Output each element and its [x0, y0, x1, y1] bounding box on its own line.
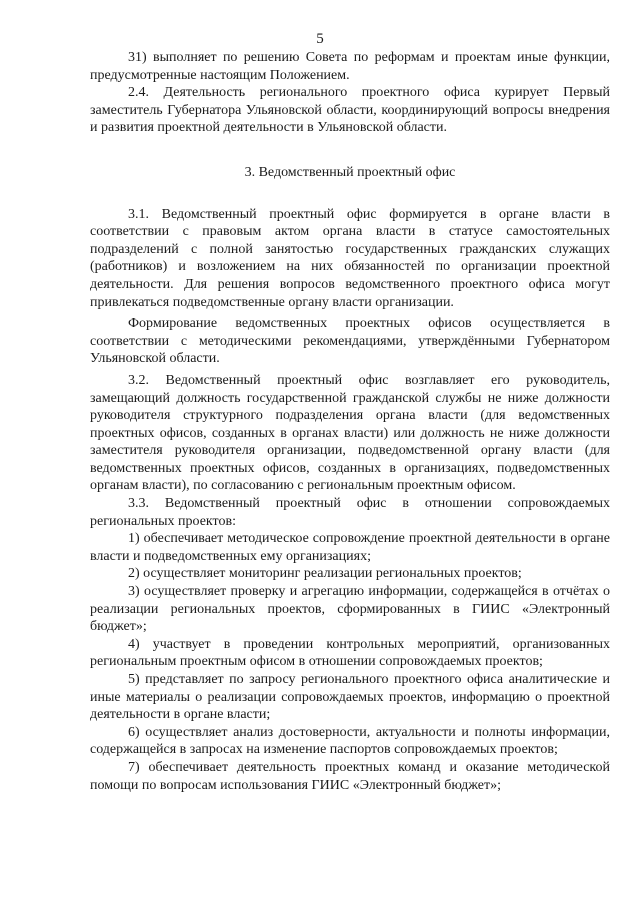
paragraph-2-4: 2.4. Деятельность регионального проектного офиса курирует Первый заместитель Губернатора Ульяновской области, координирующий вопросы внедрения и развития проектной деятельности в Ульяновской области. — [90, 85, 610, 136]
list-item-2: 2) осуществляет мониторинг реализации региональных проектов; — [128, 566, 522, 582]
list-item-3: 3) осуществляет проверку и агрегацию информации, содержащейся в отчётах о реализации региональных проектов, сформированных в ГИИС «Электронный бюджет»; — [90, 584, 610, 635]
document-body — [90, 49, 610, 794]
paragraph-formation: Формирование ведомственных проектных офисов осуществляется в соответствии с методическими рекомендациями, утверждёнными Губернатором Ульяновской области. — [90, 316, 610, 367]
paragraph-3-2: 3.2. Ведомственный проектный офис возглавляет его руководитель, замещающий должность государственной гражданской службы не ниже должности руководителя структурного подразделения органа власти (для ведомственных проектных офисов, созданных в органах власти) или должность не ниже должности заместителя руководителя организации, подведомственной органу власти (для ведомственных проектных офисов, созданных в организациях, подведомственных органам власти), по согласованию с региональным проектным офисом. — [90, 372, 610, 494]
paragraph-3-3: 3.3. Ведомственный проектный офис в отношении сопровождаемых региональных проектов: — [90, 496, 610, 529]
list-item-7: 7) обеспечивает деятельность проектных команд и оказание методической помощи по вопросам использования ГИИС «Электронный бюджет»; — [90, 759, 610, 793]
paragraph-3-1: 3.1. Ведомственный проектный офис формируется в органе власти в соответствии с правовым актом органа власти в статусе самостоятельных подразделений с полной занятостью государственных гражданских служащих (работников) и возложением на них обязанностей по организации проектной деятельности. Для решения вопросов ведомственного проектного офиса могут привлекаться подведомственные органу власти организации. — [90, 206, 610, 310]
page-number: 5 — [316, 31, 324, 47]
list-item-5: 5) представляет по запросу регионального проектного офиса аналитические и иные материалы о реализации сопровождаемых проектов, информацию о проектной деятельности в органе власти; — [90, 672, 610, 723]
section-heading: 3. Ведомственный проектный офис — [244, 164, 456, 180]
list-item-6: 6) осуществляет анализ достоверности, актуальности и полноты информации, содержащейся в запросах на изменение паспортов сопровождаемых проектов; — [90, 724, 610, 758]
list-item-4: 4) участвует в проведении контрольных мероприятий, организованных региональным проектным офисом в отношении сопровождаемых проектов; — [90, 636, 610, 670]
paragraph-item-31: 31) выполняет по решению Совета по реформам и проектам иные функции, предусмотренные настоящим Положением. — [90, 50, 610, 83]
list-item-1: 1) обеспечивает методическое сопровождение проектной деятельности в органе власти и подведомственных ему организациях; — [90, 531, 610, 564]
